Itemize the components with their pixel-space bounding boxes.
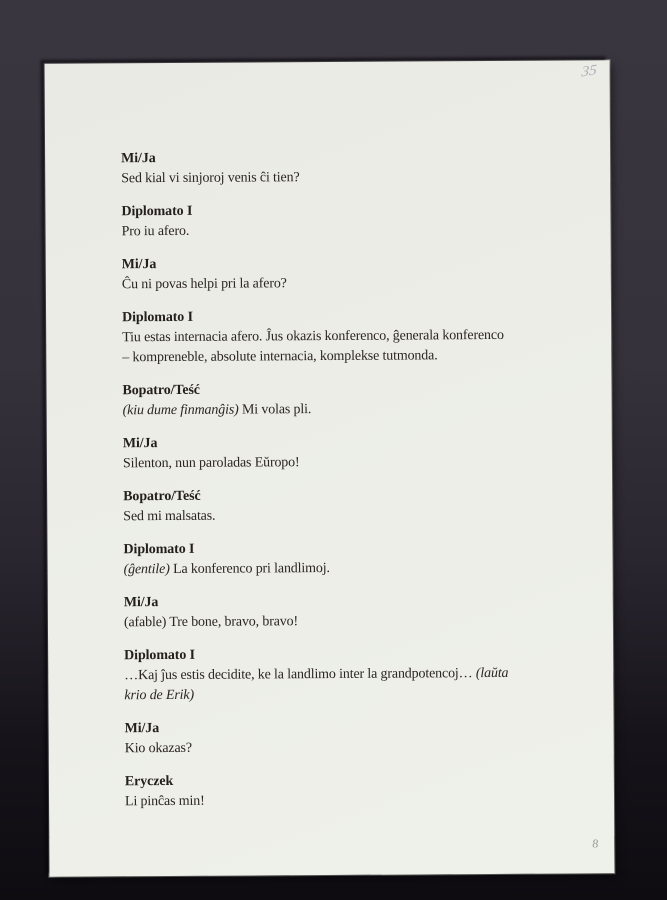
dialogue-text: – kompreneble, absolute internacia, komplekse tutmonda. [122, 348, 438, 366]
speaker-name: Mi/Ja [121, 151, 156, 167]
dialogue-text: Silenton, nun paroladas Eŭropo! [122, 455, 300, 472]
dialogue-block [123, 484, 582, 527]
dialogue-block [125, 769, 584, 812]
dialogue-block [124, 590, 583, 633]
scanned-page [45, 60, 615, 876]
speaker-name: Diplomato I [124, 647, 196, 664]
dialogue-text: La konferenco pri landlimoj. [169, 561, 330, 577]
dialogue-line [124, 610, 583, 633]
dialogue-line [125, 789, 584, 812]
dialogue-text: Ĉu ni povas helpi pri la afero? [121, 276, 287, 293]
dialogue-block [122, 252, 581, 295]
dialogue-text: Kio okazas? [124, 740, 192, 757]
dialogue-line [125, 736, 584, 759]
dialogue-block [122, 305, 581, 368]
speaker-name: Mi/Ja [122, 436, 158, 452]
dialogue-text: Sed kial vi sinjoroj venis ĉi tien? [121, 170, 300, 187]
dialogue-block [121, 146, 580, 189]
dialogue-line [123, 398, 582, 421]
dialogue-block [122, 378, 581, 421]
dialogue-block [124, 643, 583, 706]
dialogue-block [123, 431, 582, 474]
handwritten-page-number-top: 35 [580, 62, 598, 81]
dialogue-block [121, 199, 580, 242]
dialogue-text: (ĝentile) [123, 561, 170, 578]
dialogue-list [121, 146, 584, 825]
speaker-name: Bopatro/Teść [122, 382, 200, 399]
dialogue-line [121, 219, 580, 242]
dialogue-text: Sed mi malsatas. [123, 508, 216, 525]
speaker-name: Diplomato I [123, 541, 195, 558]
dialogue-line [123, 504, 582, 527]
dialogue-line [123, 451, 582, 474]
handwritten-mark-bottom: 8 [591, 836, 600, 851]
dialogue-line [122, 345, 581, 368]
dialogue-text: Li pinĉas min! [124, 793, 205, 810]
dialogue-text: (kiu dume finmanĝis) [122, 402, 239, 419]
dialogue-text: Mi volas pli. [238, 402, 312, 418]
dialogue-text: (afable) Tre bone, bravo, bravo! [123, 614, 299, 631]
dialogue-text: krio de Erik) [124, 687, 195, 704]
dialogue-text: (laŭta [475, 665, 509, 682]
speaker-name: Bopatro/Teść [123, 488, 201, 505]
dialogue-text: Tiu estas internacia afero. Ĵus okazis konferenco, ĝenerala konferenco [122, 327, 504, 346]
dialogue-block [125, 716, 584, 759]
dialogue-line [124, 557, 583, 580]
speaker-name: Mi/Ja [121, 257, 157, 273]
speaker-name: Eryczek [124, 773, 174, 790]
dialogue-line [122, 325, 581, 348]
dialogue-line [121, 166, 580, 189]
dialogue-text: …Kaj ĵus estis decidite, ke la landlimo inter la grandpotencoj… [124, 666, 476, 684]
dialogue-line [124, 663, 583, 686]
speaker-name: Mi/Ja [123, 595, 159, 611]
dialogue-line [122, 272, 581, 295]
speaker-name: Diplomato I [122, 309, 193, 326]
dialogue-text: Pro iu afero. [121, 223, 190, 240]
speaker-name: Mi/Ja [124, 721, 160, 737]
dialogue-block [123, 537, 582, 580]
dialogue-line [124, 683, 583, 706]
speaker-name: Diplomato I [121, 203, 193, 220]
